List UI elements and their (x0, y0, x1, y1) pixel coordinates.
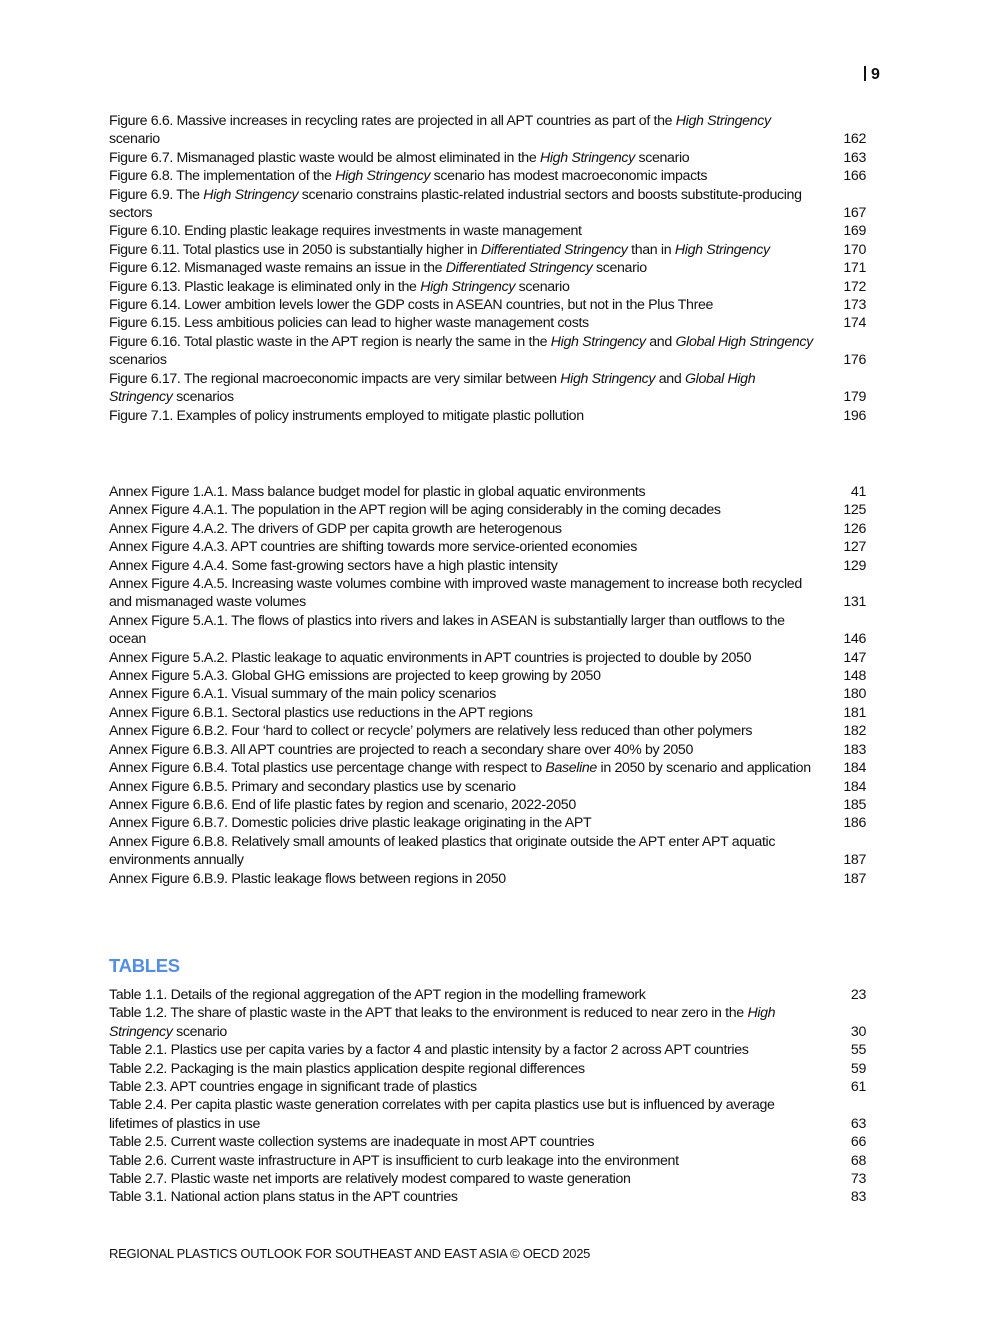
toc-entry-page: 129 (843, 557, 866, 574)
toc-entry-title (109, 759, 830, 777)
title-text: Annex Figure 4.A.4. Some fast-growing sectors have a high plastic intensity (109, 557, 558, 574)
toc-entry-title (109, 649, 830, 667)
toc-entry-title (109, 575, 830, 612)
title-text: and (655, 370, 685, 387)
toc-entry-title (109, 149, 830, 167)
title-text: scenario (515, 278, 570, 295)
toc-entry-page: 125 (843, 502, 866, 519)
toc-entry[interactable] (109, 370, 866, 407)
italic-term: High Stringency (109, 1005, 776, 1040)
toc-entry-page: 167 (843, 205, 866, 222)
title-text: Table 2.7. Plastic waste net imports are relatively modest compared to waste generation (109, 1171, 631, 1188)
toc-entry[interactable] (109, 296, 866, 314)
toc-entry-page: 186 (843, 815, 866, 832)
toc-entry[interactable] (109, 759, 866, 777)
title-text: Table 1.2. The share of plastic waste in the APT that leaks to the environment is reduced to near zero in the (109, 1005, 748, 1022)
toc-entry-title (109, 1096, 830, 1133)
toc-entry-page: 170 (843, 241, 866, 258)
toc-entry[interactable] (109, 520, 866, 538)
toc-entry-page: 179 (843, 389, 866, 406)
italic-term: High Stringency (203, 186, 299, 203)
title-text: Annex Figure 4.A.1. The population in the APT region will be aging considerably in the coming decades (109, 502, 721, 519)
toc-entry[interactable] (109, 483, 866, 501)
toc-entry-title (109, 870, 830, 888)
title-text: Annex Figure 6.B.8. Relatively small amounts of leaked plastics that originate outside the APT enter APT aquatic environments annually (109, 833, 776, 869)
toc-entry-title (109, 778, 830, 796)
toc-entry[interactable] (109, 1170, 866, 1188)
toc-entry-title (109, 741, 830, 759)
toc-entry-title (109, 722, 830, 740)
toc-entry[interactable] (109, 685, 866, 703)
toc-entry-title (109, 685, 830, 703)
title-text: Annex Figure 4.A.5. Increasing waste volumes combine with improved waste management to increase both recycled and mismanaged waste volumes (109, 576, 802, 611)
toc-entry-title (109, 222, 830, 240)
toc-entry[interactable] (109, 112, 866, 149)
title-text: than in (627, 241, 675, 258)
title-text: Figure 7.1. Examples of policy instruments employed to mitigate plastic pollution (109, 407, 584, 424)
italic-term: Global High Stringency (109, 370, 756, 406)
toc-entry-title (109, 667, 830, 685)
italic-term: High Stringency (539, 149, 635, 166)
toc-entry-title (109, 314, 830, 332)
toc-entry-title (109, 796, 830, 814)
annex-figures-list (109, 483, 866, 888)
title-text: Annex Figure 6.B.9. Plastic leakage flows between regions in 2050 (109, 870, 506, 887)
italic-term: Global High Stringency (675, 333, 813, 350)
title-text: Annex Figure 1.A.1. Mass balance budget model for plastic in global aquatic environments (109, 484, 646, 500)
toc-entry-title (109, 259, 830, 277)
toc-entry-page: 63 (850, 1115, 866, 1132)
toc-entry[interactable] (109, 333, 866, 370)
toc-entry[interactable] (109, 278, 866, 296)
toc-entry-page: 174 (843, 315, 866, 332)
title-text: scenario (109, 131, 160, 148)
title-text: in 2050 by scenario and application (596, 760, 811, 777)
toc-entry-page: 169 (843, 223, 866, 240)
title-text: Figure 6.11. Total plastics use in 2050 is substantially higher in (109, 241, 481, 258)
toc-entry[interactable] (109, 870, 866, 888)
figures-list (109, 112, 866, 425)
toc-entry-page: 73 (850, 1171, 866, 1188)
title-text: Annex Figure 6.B.5. Primary and secondary plastics use by scenario (109, 778, 516, 795)
toc-entry-title (109, 483, 830, 501)
toc-entry-page: 184 (843, 778, 866, 795)
title-text: scenario (634, 149, 690, 166)
toc-entry-page: 187 (843, 870, 866, 887)
title-text: Figure 6.8. The implementation of the (109, 168, 336, 185)
title-text: Annex Figure 6.A.1. Visual summary of the main policy scenarios (109, 686, 496, 703)
italic-term: High Stringency (420, 278, 516, 295)
title-text: Annex Figure 5.A.3. Global GHG emissions are projected to keep growing by 2050 (109, 668, 601, 685)
title-text: scenario has modest macroeconomic impacts (430, 168, 708, 185)
toc-entry[interactable] (109, 667, 866, 685)
toc-entry-title (109, 167, 830, 185)
toc-entry[interactable] (109, 241, 866, 259)
italic-term: Baseline (545, 760, 597, 777)
title-text: scenarios (109, 352, 167, 369)
toc-entry-page: 66 (850, 1134, 866, 1151)
toc-entry-title (109, 1133, 830, 1151)
tables-heading: TABLES (109, 955, 180, 976)
toc-entry[interactable] (109, 1041, 866, 1059)
toc-entry-page: 146 (843, 631, 866, 648)
title-text: Table 2.1. Plastics use per capita varies by a factor 4 and plastic intensity by a factor 2 across APT countries (109, 1042, 749, 1059)
toc-entry[interactable] (109, 501, 866, 519)
toc-entry-page: 41 (850, 484, 866, 500)
toc-entry[interactable] (109, 796, 866, 814)
title-text: Annex Figure 6.B.2. Four ‘hard to collect or recycle’ polymers are relatively less reduced than other polymers (109, 723, 753, 740)
toc-entry-page: 176 (843, 352, 866, 369)
toc-entry-page: 147 (843, 649, 866, 666)
page-number-divider (864, 66, 866, 81)
italic-term: High Stringency (335, 168, 431, 185)
toc-entry-page: 182 (843, 723, 866, 740)
toc-entry-page: 172 (843, 278, 866, 295)
title-text: Figure 6.17. The regional macroeconomic impacts are very similar between (109, 370, 561, 387)
toc-entry-title (109, 112, 830, 149)
toc-entry[interactable] (109, 1133, 866, 1151)
toc-entry-page: 30 (850, 1023, 866, 1040)
toc-entry[interactable] (109, 814, 866, 832)
toc-entry[interactable] (109, 1004, 866, 1041)
toc-entry-title (109, 278, 830, 296)
title-text: Table 2.6. Current waste infrastructure in APT is insufficient to curb leakage into the environment (109, 1152, 679, 1169)
toc-entry[interactable] (109, 722, 866, 740)
title-text: Annex Figure 6.B.6. End of life plastic fates by region and scenario, 2022-2050 (109, 796, 576, 813)
toc-entry-page: 180 (843, 686, 866, 703)
title-text: Table 2.5. Current waste collection systems are inadequate in most APT countries (109, 1134, 595, 1151)
title-text: Figure 6.6. Massive increases in recycling rates are projected in all APT countries as part of the (109, 113, 676, 129)
toc-entry-title (109, 520, 830, 538)
title-text: scenario constrains plastic-related industrial sectors and boosts substitute-producing sectors (109, 186, 802, 222)
title-text: Figure 6.13. Plastic leakage is eliminated only in the (109, 278, 421, 295)
toc-entry-title (109, 186, 830, 223)
toc-entry-page: 61 (850, 1079, 866, 1096)
toc-entry-page: 68 (850, 1152, 866, 1169)
toc-entry-page: 163 (843, 149, 866, 166)
toc-entry-title (109, 1078, 830, 1096)
italic-term: High Stringency (674, 241, 770, 258)
title-text: Figure 6.7. Mismanaged plastic waste would be almost eliminated in the (109, 149, 540, 166)
toc-entry[interactable] (109, 407, 866, 425)
toc-entry-title (109, 612, 830, 649)
title-text: Annex Figure 5.A.1. The flows of plastics into rivers and lakes in ASEAN is substantially larger than outflows to the ocean (109, 612, 785, 648)
page-number (864, 66, 880, 84)
title-text: Table 2.4. Per capita plastic waste generation correlates with per capita plastics use but is influenced by average lifetimes of plastics in use (109, 1097, 775, 1132)
toc-entry-page: 126 (843, 520, 866, 537)
toc-entry[interactable] (109, 222, 866, 240)
title-text: Annex Figure 4.A.3. APT countries are shifting towards more service-oriented economies (109, 539, 637, 556)
toc-entry-page: 171 (843, 260, 866, 277)
toc-entry[interactable] (109, 649, 866, 667)
toc-entry-page: 23 (850, 987, 866, 1003)
toc-entry-page: 196 (843, 407, 866, 424)
toc-entry-title (109, 833, 830, 870)
toc-entry[interactable] (109, 741, 866, 759)
toc-entry-page: 183 (843, 741, 866, 758)
toc-entry-page: 55 (850, 1042, 866, 1059)
title-text: Figure 6.10. Ending plastic leakage requires investments in waste management (109, 223, 582, 240)
toc-entry-title (109, 296, 830, 314)
toc-entry[interactable] (109, 704, 866, 722)
toc-entry-page: 166 (843, 168, 866, 185)
title-text: scenarios (172, 389, 234, 406)
toc-entry-title (109, 1060, 830, 1078)
toc-entry[interactable] (109, 1078, 866, 1096)
tables-list (109, 986, 866, 1207)
title-text: Annex Figure 5.A.2. Plastic leakage to aquatic environments in APT countries is projected to double by 2050 (109, 649, 752, 666)
toc-entry-page: 59 (850, 1060, 866, 1077)
toc-entry-page: 173 (843, 297, 866, 314)
toc-entry[interactable] (109, 612, 866, 649)
toc-entry[interactable] (109, 1060, 866, 1078)
toc-entry-title (109, 538, 830, 556)
toc-entry[interactable] (109, 1096, 866, 1133)
toc-entry-page: 162 (843, 131, 866, 148)
title-text: and (645, 333, 676, 350)
page-number-value: 9 (871, 66, 880, 83)
title-text: Table 2.2. Packaging is the main plastics application despite regional differences (109, 1060, 585, 1077)
italic-term: Differentiated Stringency (480, 241, 628, 258)
toc-entry-title (109, 557, 830, 575)
toc-entry[interactable] (109, 778, 866, 796)
toc-entry-title (109, 1041, 830, 1059)
toc-entry-page: 131 (843, 594, 866, 611)
toc-entry-title (109, 1152, 830, 1170)
toc-entry[interactable] (109, 538, 866, 556)
toc-entry-title (109, 407, 830, 425)
title-text: Annex Figure 6.B.1. Sectoral plastics use reductions in the APT regions (109, 704, 533, 721)
toc-entry-title (109, 241, 830, 259)
toc-entry[interactable] (109, 186, 866, 223)
title-text: Figure 6.14. Lower ambition levels lower the GDP costs in ASEAN countries, but not in the Plus Three (109, 297, 714, 314)
toc-entry-title (109, 986, 830, 1004)
toc-entry-page: 83 (850, 1189, 866, 1206)
toc-entry-page: 187 (843, 852, 866, 869)
toc-entry[interactable] (109, 314, 866, 332)
toc-entry-title (109, 1170, 830, 1188)
title-text: Figure 6.9. The (109, 186, 204, 203)
toc-entry-page: 148 (843, 668, 866, 685)
title-text: Figure 6.15. Less ambitious policies can lead to higher waste management costs (109, 315, 589, 332)
toc-entry-title (109, 1004, 830, 1041)
toc-entry-title (109, 814, 830, 832)
toc-entry-title (109, 1188, 830, 1206)
italic-term: Differentiated Stringency (445, 260, 593, 277)
italic-term: High Stringency (560, 370, 656, 387)
toc-entry-page: 181 (843, 704, 866, 721)
toc-entry-title (109, 370, 830, 407)
title-text: Figure 6.16. Total plastic waste in the APT region is nearly the same in the (109, 333, 551, 350)
toc-entry-title (109, 501, 830, 519)
toc-entry[interactable] (109, 557, 866, 575)
toc-entry[interactable] (109, 986, 866, 1004)
toc-entry[interactable] (109, 833, 866, 870)
title-text: Annex Figure 6.B.4. Total plastics use percentage change with respect to (109, 760, 546, 777)
toc-entry-page: 184 (843, 760, 866, 777)
title-text: Table 3.1. National action plans status in the APT countries (109, 1189, 458, 1206)
toc-entry[interactable] (109, 167, 866, 185)
title-text: Table 1.1. Details of the regional aggregation of the APT region in the modelling framework (109, 987, 646, 1003)
toc-entry-page: 127 (843, 539, 866, 556)
toc-entry[interactable] (109, 1188, 866, 1206)
toc-entry[interactable] (109, 259, 866, 277)
toc-entry[interactable] (109, 1152, 866, 1170)
title-text: Table 2.3. APT countries engage in significant trade of plastics (109, 1079, 477, 1096)
toc-entry[interactable] (109, 149, 866, 167)
toc-entry[interactable] (109, 575, 866, 612)
title-text: Annex Figure 4.A.2. The drivers of GDP per capita growth are heterogenous (109, 520, 562, 537)
title-text: Annex Figure 6.B.7. Domestic policies drive plastic leakage originating in the APT (109, 815, 592, 832)
title-text: scenario (172, 1023, 227, 1040)
toc-entry-title (109, 333, 830, 370)
italic-term: High Stringency (550, 333, 646, 350)
title-text: Figure 6.12. Mismanaged waste remains an issue in the (109, 260, 446, 277)
page-footer: REGIONAL PLASTICS OUTLOOK FOR SOUTHEAST AND EAST ASIA © OECD 2025 (109, 1246, 591, 1261)
title-text: Annex Figure 6.B.3. All APT countries are projected to reach a secondary share over 40% by 2050 (109, 741, 694, 758)
title-text: scenario (592, 260, 647, 277)
toc-entry-title (109, 704, 830, 722)
italic-term: High Stringency (675, 113, 771, 129)
toc-entry-page: 185 (843, 796, 866, 813)
